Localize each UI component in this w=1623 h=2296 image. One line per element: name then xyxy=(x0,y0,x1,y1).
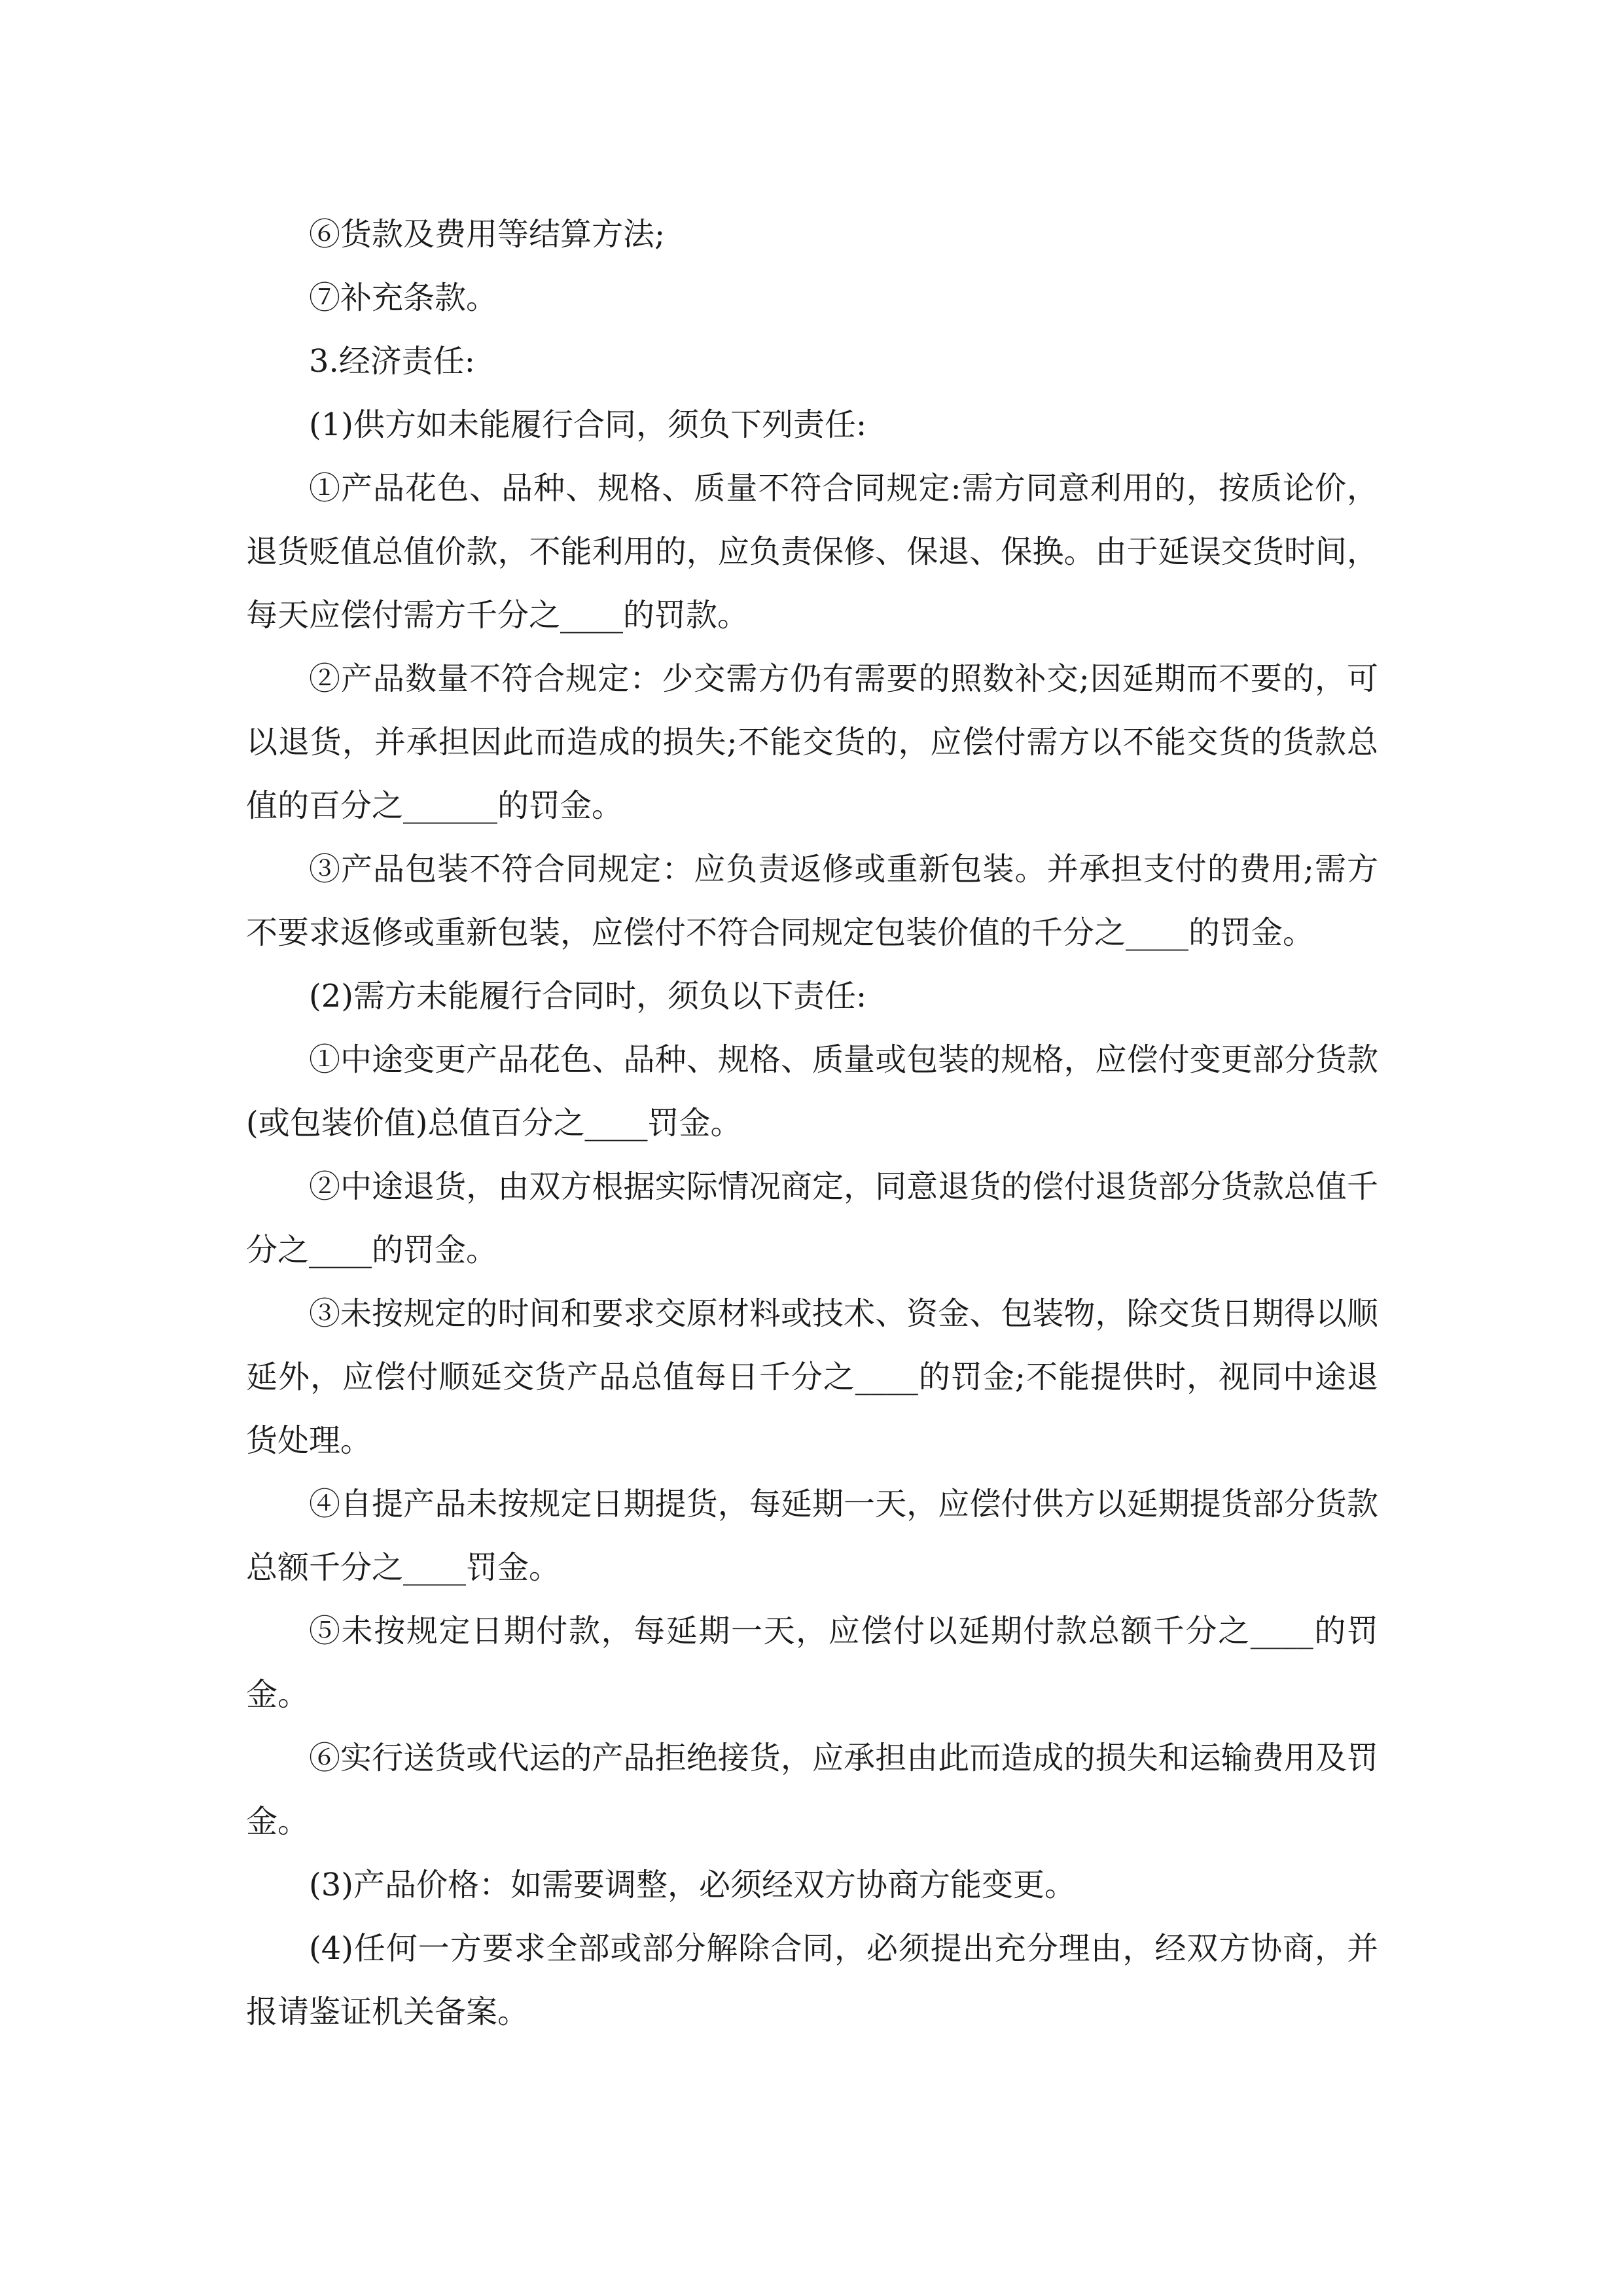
clause-payment-settlement: ⑥货款及费用等结算方法; xyxy=(309,216,666,253)
subsection-product-price: (3)产品价格：如需要调整，必须经双方协商方能变更。 xyxy=(309,1867,1076,1903)
supplier-clause-quality: ①产品花色、品种、规格、质量不符合同规定:需方同意利用的，按质论价，退货贬值总值价款，不能利用的，应负责保修、保退、保换。由于延误交货时间，每天应偿付需方千分之____的罚款。 xyxy=(246,470,1378,634)
buyer-clause-materials: ③未按规定的时间和要求交原材料或技术、资金、包装物，除交货日期得以顺延外，应偿付顺延交货产品总值每日千分之____的罚金;不能提供时，视同中途退货处理。 xyxy=(246,1295,1378,1459)
buyer-clause-refuse-delivery: ⑥实行送货或代运的产品拒绝接货，应承担由此而造成的损失和运输费用及罚金。 xyxy=(246,1740,1378,1840)
buyer-clause-payment: ⑤未按规定日期付款，每延期一天，应偿付以延期付款总额千分之____的罚金。 xyxy=(246,1613,1378,1713)
section-heading-economic-liability: 3.经济责任: xyxy=(309,343,475,380)
subsection-contract-termination: (4)任何一方要求全部或部分解除合同，必须提出充分理由，经双方协商，并报请鉴证机关备案。 xyxy=(246,1930,1378,2030)
subsection-supplier-liability: (1)供方如未能履行合同，须负下列责任: xyxy=(309,406,867,443)
subsection-buyer-liability: (2)需方未能履行合同时，须负以下责任: xyxy=(309,978,867,1014)
buyer-clause-pickup: ④自提产品未按规定日期提货，每延期一天，应偿付供方以延期提货部分货款总额千分之____罚金。 xyxy=(246,1486,1378,1586)
document-body xyxy=(246,203,1378,2044)
supplier-clause-packaging: ③产品包装不符合同规定：应负责返修或重新包装。并承担支付的费用;需方不要求返修或重新包装，应偿付不符合同规定包装价值的千分之____的罚金。 xyxy=(246,851,1378,951)
buyer-clause-change-spec: ①中途变更产品花色、品种、规格、质量或包装的规格，应偿付变更部分货款(或包装价值)总值百分之____罚金。 xyxy=(246,1041,1378,1141)
buyer-clause-return-goods: ②中途退货，由双方根据实际情况商定，同意退货的偿付退货部分货款总值千分之____的罚金。 xyxy=(246,1168,1378,1268)
clause-supplementary-terms: ⑦补充条款。 xyxy=(309,279,498,316)
supplier-clause-quantity: ②产品数量不符合规定：少交需方仍有需要的照数补交;因延期而不要的，可以退货，并承担因此而造成的损失;不能交货的，应偿付需方以不能交货的货款总值的百分之______的罚金。 xyxy=(246,660,1378,824)
